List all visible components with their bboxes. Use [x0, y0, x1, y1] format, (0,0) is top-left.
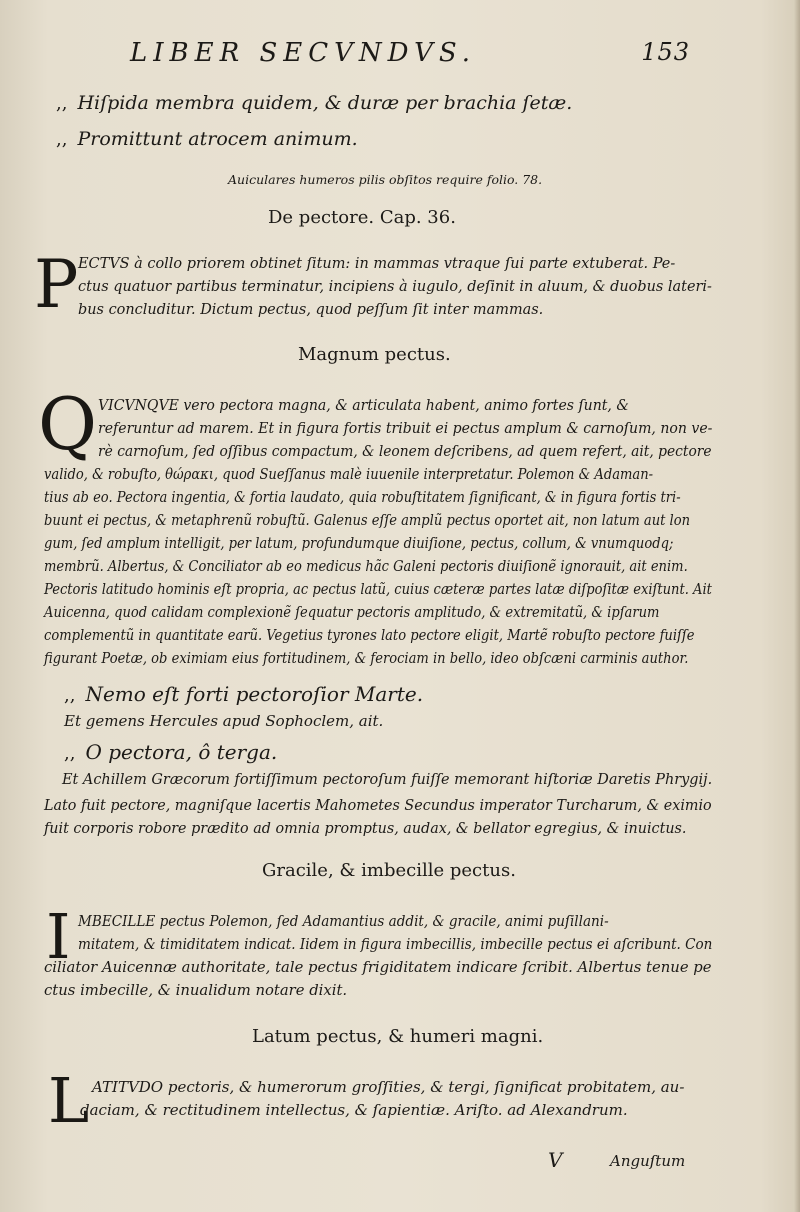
text-line: VICVNQVE vero pectora magna, & articulata habent, animo fortes ſunt, &	[98, 396, 629, 414]
paragraph	[78, 910, 780, 956]
drop-capital: P	[34, 246, 79, 323]
text-line: mitatem, & timiditatem indicat. Iidem in figura imbecillis, imbecille pectus ei aſcribunt. Con	[78, 935, 713, 953]
text-line: referuntur ad marem. Et in figura fortis tribuit ei pectus amplum & carnoſum, non ve-	[98, 419, 713, 437]
section-heading: Magnum pectus.	[298, 344, 451, 365]
text-line: complementũ in quantitate earũ. Vegetius tyrones lato pectore eligit, Martẽ robuſto pectore fuiſſe	[44, 626, 695, 644]
paragraph	[78, 252, 736, 321]
catchword: Anguſtum	[610, 1152, 686, 1170]
verse-text: Nemo eſt forti pectoroſior Marte.	[85, 682, 424, 706]
text-line: bus concluditur. Dictum pectus, quod peſſum ſit inter mammas.	[78, 300, 544, 318]
drop-capital: Q	[38, 382, 98, 466]
text-line: Pectoris latitudo hominis eſt propria, ac pectus latũ, cuius cæteræ partes latæ diſpoſitæ exiſtunt. Ait	[44, 580, 712, 598]
paragraph	[44, 956, 721, 1002]
text-line: daciam, & rectitudinem intellectus, & ſapientiæ. Ariſto. ad Alexandrum.	[80, 1101, 628, 1119]
page-number: 153	[641, 38, 690, 66]
verse-line	[64, 740, 277, 764]
paragraph	[44, 794, 744, 840]
text-line: membrũ. Albertus, & Conciliator ab eo medicus hãc Galeni pectoris diuiſionẽ ignorauit, ait enim.	[44, 557, 688, 575]
text-line: ctus imbecille, & inualidum notare dixit.	[44, 981, 348, 999]
text-line: valido, & robuſto, θώρακι, quod Sueſſanus malè iuuenile interpretatur. Polemon & Adaman-	[44, 465, 654, 483]
drop-capital: I	[46, 900, 71, 973]
verse-text: Promittunt atrocem animum.	[77, 128, 358, 150]
text-line: fuit corporis robore prædito ad omnia promptus, audax, & bellator egregius, & inuictus.	[44, 819, 687, 837]
verse-text: Hiſpida membra quidem, & duræ per brachia ſetæ.	[77, 92, 573, 114]
section-heading: Gracile, & imbecille pectus.	[262, 860, 516, 881]
text-line: ECTVS à collo priorem obtinet ſitum: in mammas vtraque ſui parte extuberat. Pe-	[78, 254, 676, 272]
quote-mark: ,,	[56, 93, 68, 114]
paragraph	[92, 1076, 684, 1099]
section-heading: De pectore. Cap. 36.	[268, 207, 456, 228]
text-line: gum, ſed amplum intelligit, per latum, profundumque diuiſione, pectus, collum, & vnumquodq;	[44, 534, 674, 552]
text-line: Et Achillem Græcorum fortiſſimum pectoroſum fuiſſe memorant hiſtoriæ Daretis Phrygij.	[62, 770, 713, 788]
signature-mark: V	[548, 1148, 563, 1172]
quote-mark: ,,	[64, 743, 76, 764]
verse-line	[56, 128, 358, 150]
paragraph	[98, 394, 753, 440]
quote-mark: ,,	[56, 129, 68, 150]
text-line: Et gemens Hercules apud Sophoclem, ait.	[64, 712, 384, 730]
text-line: tius ab eo. Pectora ingentia, & fortia laudato, quia robuſtitatem ſignificant, & in figura fortis tri-	[44, 488, 681, 506]
text-line: ciliator Auicennæ authoritate, tale pectus frigiditatem indicare ſcribit. Albertus tenue pe	[44, 958, 712, 976]
paragraph	[80, 1099, 628, 1122]
cross-reference-note: Auiculares humeros pilis obſitos require folio. 78.	[228, 172, 543, 187]
verse-line	[64, 682, 423, 706]
text-line: ATITVDO pectoris, & humerorum groſſities, & tergi, ſignificat probitatem, au-	[92, 1078, 685, 1096]
section-heading: Latum pectus, & humeri magni.	[252, 1026, 544, 1047]
text-line: buunt ei pectus, & metaphrenũ robuſtũ. Galenus eſſe amplũ pectus oportet ait, non latum aut lon	[44, 511, 691, 529]
text-line: figurant Poetæ, ob eximiam eius fortitudinem, & ferociam in bello, ideo obſcæni carminis author.	[44, 649, 689, 667]
drop-capital: L	[48, 1064, 90, 1137]
running-head-title: LIBER SECVNDVS.	[130, 38, 476, 68]
text-line: Lato fuit pectore, magniſque lacertis Mahometes Secundus imperator Turcharum, & eximio	[44, 796, 712, 814]
paragraph	[44, 463, 800, 670]
text-line: MBECILLE pectus Polemon, ſed Adamantius addit, & gracile, animi puſillani-	[78, 912, 609, 930]
paragraph	[62, 768, 738, 791]
page-edge-shadow	[794, 0, 800, 1212]
verse-line	[56, 92, 572, 114]
text-line: rè carnoſum, ſed oſſibus compactum, & leonem deſcribens, ad quem refert, ait, pectore	[98, 442, 712, 460]
verse-text: O pectora, ô terga.	[85, 740, 278, 764]
text-line: ctus quatuor partibus terminatur, incipiens à iugulo, deſinit in aluum, & duobus lateri-	[78, 277, 712, 295]
paragraph	[98, 440, 764, 463]
quote-mark: ,,	[64, 685, 76, 706]
text-line: Auicenna, quod calidam complexionẽ ſequatur pectoris amplitudo, & extremitatũ, & ipſarum	[44, 603, 660, 621]
